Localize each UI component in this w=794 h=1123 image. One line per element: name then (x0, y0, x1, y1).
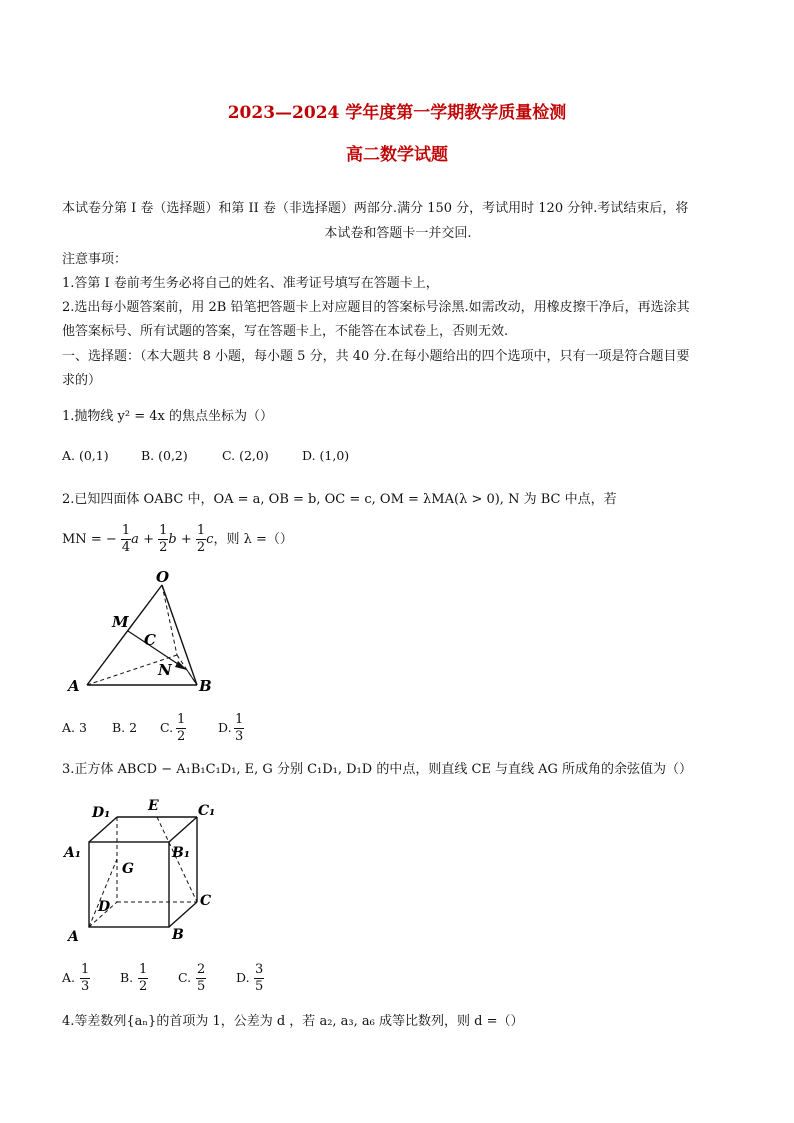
q2-option-d-frac: $\frac{1}{3}$ (235, 712, 244, 744)
q2-option-c-frac: $\frac{1}{2}$ (177, 712, 186, 744)
label-D1: D₁ (92, 805, 111, 821)
q2-option-c: C. (160, 720, 174, 735)
q3-option-d: D. (236, 970, 250, 985)
label-B: B (199, 677, 212, 695)
label-A1: A₁ (64, 845, 81, 861)
q3-option-c-frac: $\frac{2}{5}$ (197, 962, 206, 994)
q3-option-c: C. (178, 970, 192, 985)
intro-line-1: 本试卷分第 I 卷（选择题）和第 II 卷（非选择题）两部分.满分 150 分，考试用时 120 分钟.考试结束后，将 (62, 201, 689, 216)
q3-cube-figure (62, 795, 232, 945)
q2-option-d: D. (218, 720, 232, 735)
q3-option-a: A. (62, 970, 76, 985)
label-E: E (148, 798, 159, 814)
label-G: G (122, 861, 134, 877)
section-heading-line-2: 求的） (62, 373, 102, 388)
label-N: N (158, 661, 172, 679)
label-D: D (98, 899, 111, 915)
label-C1: C₁ (198, 803, 216, 819)
q2-tail: ，则 λ =（） (213, 532, 293, 547)
q2-option-b: B. 2 (112, 720, 138, 735)
q2-lhs: MN = − (62, 532, 117, 547)
intro-line-2: 本试卷和答题卡一并交回. (324, 226, 472, 241)
q2-tetrahedron-figure (62, 565, 222, 695)
label-A: A (68, 929, 79, 945)
q1-option-a: A. (0,1) (62, 448, 109, 463)
exam-subtitle: 高二数学试题 (346, 145, 448, 165)
q1-option-c: C. (2,0) (222, 448, 269, 463)
q2-frac-1: $\frac{1}{4}$ (121, 523, 131, 555)
notes-item-1: 1.答第 I 卷前考生务必将自己的姓名、准考证号填写在答题卡上， (62, 276, 439, 291)
label-C: C (144, 631, 156, 649)
label-M: M (112, 613, 129, 631)
q1-stem: 1.抛物线 y² = 4x 的焦点坐标为（） (62, 409, 273, 424)
label-O: O (156, 568, 170, 586)
q2-frac-3: $\frac{1}{2}$ (196, 523, 206, 555)
q1-option-b: B. (0,2) (141, 448, 188, 463)
notes-item-2b: 他答案标号、所有试题的答案，写在答题卡上，不能答在本试卷上，否则无效. (62, 324, 509, 339)
notes-heading: 注意事项： (62, 252, 128, 267)
exam-title: 2023—2024 学年度第一学期教学质量检测 (227, 103, 567, 123)
notes-item-2a: 2.选出每小题答案前，用 2B 铅笔把答题卡上对应题目的答案标号涂黑.如需改动，用橡皮擦干净后，再选涂其 (62, 300, 690, 315)
q2-option-a: A. 3 (62, 720, 87, 735)
q3-option-d-frac: $\frac{3}{5}$ (255, 962, 264, 994)
section-heading-line-1: 一、选择题：（本大题共 8 小题，每小题 5 分，共 40 分.在每小题给出的四个选项中，只有一项是符合题目要 (62, 349, 690, 364)
q4-stem: 4.等差数列{aₙ}的首项为 1，公差为 d ，若 a₂, a₃, a₆ 成等比数列，则 d =（） (62, 1014, 524, 1029)
label-B: B (172, 927, 184, 943)
q2-stem-line-2: MN = − $\frac{1}{4}$ a + $\frac{1}{2}$ b + $\frac{1}{2}$ c，则 λ =（） (62, 523, 293, 555)
q2-frac-2: $\frac{1}{2}$ (159, 523, 168, 555)
label-A: A (68, 677, 80, 695)
label-B1: B₁ (172, 845, 190, 861)
q3-option-b-frac: $\frac{1}{2}$ (139, 962, 148, 994)
q3-stem: 3.正方体 ABCD − A₁B₁C₁D₁, E, G 分别 C₁D₁, D₁D 的中点，则直线 CE 与直线 AG 所成角的余弦值为（） (62, 762, 693, 777)
q3-option-b: B. (120, 970, 134, 985)
label-C: C (200, 893, 212, 909)
q2-stem-line-1: 2.已知四面体 OABC 中，OA = a, OB = b, OC = c, OM = λMA(λ > 0), N 为 BC 中点，若 (62, 492, 617, 507)
q1-option-d: D. (1,0) (302, 448, 350, 463)
q3-option-a-frac: $\frac{1}{3}$ (81, 962, 90, 994)
